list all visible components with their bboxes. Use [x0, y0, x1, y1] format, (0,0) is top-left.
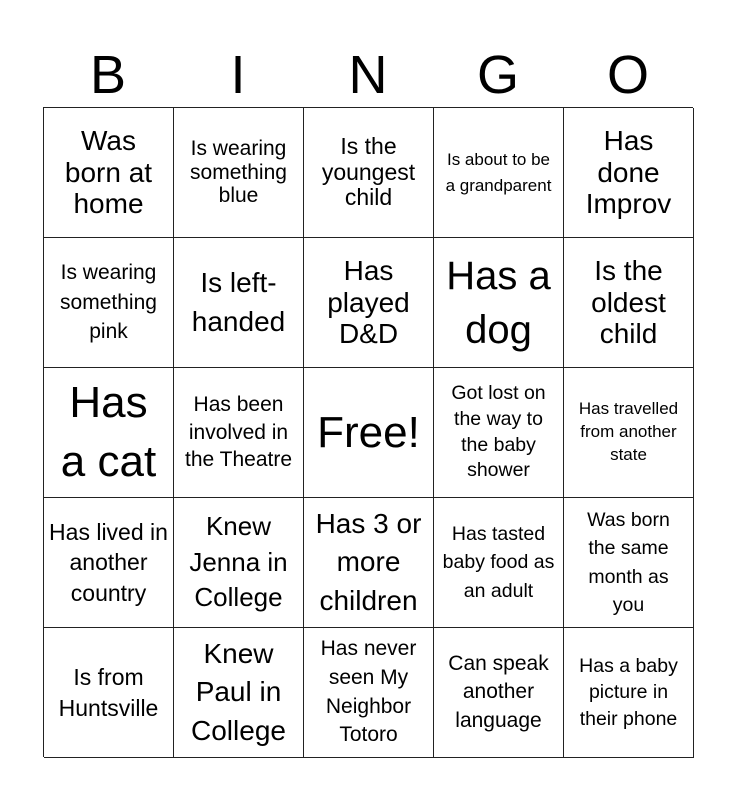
header-letter-o: O	[606, 45, 649, 105]
cell-text: Is the oldest child	[591, 255, 666, 350]
cell-text: Has played D&D	[327, 255, 410, 350]
bingo-cell-r4c5[interactable]	[564, 498, 694, 628]
cell-text: Free!	[317, 407, 420, 457]
cell-text: Is the youngest child	[321, 132, 416, 211]
bingo-cell-r3c5[interactable]	[564, 368, 694, 498]
bingo-cell-r1c1[interactable]	[44, 108, 174, 238]
cell-text: Got lost on the way to the baby shower	[451, 381, 546, 482]
bingo-cell-r4c1[interactable]	[44, 498, 174, 628]
cell-text: Can speak another language	[448, 651, 549, 732]
bingo-cell-r1c2[interactable]	[174, 108, 304, 238]
header-letter-g: G	[476, 45, 519, 105]
cell-text: Is left-handed	[191, 266, 286, 337]
cell-text: Has a baby picture in their phone	[579, 655, 678, 730]
cell-text: Is wearing something blue	[190, 137, 287, 208]
bingo-cell-r4c4[interactable]	[434, 498, 564, 628]
bingo-cell-r5c3[interactable]	[304, 628, 434, 758]
cell-text: Is wearing something pink	[60, 261, 157, 344]
bingo-cell-r1c3[interactable]	[304, 108, 434, 238]
bingo-header	[43, 44, 693, 106]
bingo-cell-r2c3[interactable]	[304, 238, 434, 368]
header-letter-i: I	[230, 45, 246, 105]
free-space-cell[interactable]	[304, 368, 434, 498]
bingo-cell-r2c4[interactable]	[434, 238, 564, 368]
bingo-cell-r4c2[interactable]	[174, 498, 304, 628]
cell-text: Has a dog	[446, 253, 551, 352]
header-letter-b: B	[89, 45, 127, 105]
bingo-cell-r2c1[interactable]	[44, 238, 174, 368]
bingo-cell-r5c2[interactable]	[174, 628, 304, 758]
cell-text: Has been involved in the Theatre	[184, 392, 293, 472]
cell-text: Has never seen My Neighbor Totoro	[320, 637, 417, 747]
bingo-cell-r1c4[interactable]	[434, 108, 564, 238]
bingo-cell-r2c5[interactable]	[564, 238, 694, 368]
bingo-cell-r4c3[interactable]	[304, 498, 434, 628]
bingo-cell-r3c4[interactable]	[434, 368, 564, 498]
cell-text: Was born the same month as you	[587, 508, 670, 616]
cell-text: Knew Jenna in College	[189, 510, 288, 613]
header-letter-n: N	[348, 45, 388, 105]
cell-text: Has a cat	[60, 377, 157, 486]
cell-text: Has travelled from another state	[578, 399, 679, 464]
bingo-cell-r5c5[interactable]	[564, 628, 694, 758]
bingo-cell-r3c1[interactable]	[44, 368, 174, 498]
bingo-cell-r2c2[interactable]	[174, 238, 304, 368]
cell-text: Is about to be a grandparent	[445, 150, 552, 195]
cell-text: Has 3 or more children	[315, 507, 422, 616]
bingo-grid	[43, 107, 693, 757]
cell-text: Was born at home	[64, 125, 153, 220]
bingo-cell-r5c4[interactable]	[434, 628, 564, 758]
cell-text: Is from Huntsville	[58, 664, 159, 721]
cell-text: Knew Paul in College	[191, 637, 286, 746]
bingo-cell-r1c5[interactable]	[564, 108, 694, 238]
cell-text: Has tasted baby food as an adult	[442, 523, 555, 602]
bingo-cell-r3c2[interactable]	[174, 368, 304, 498]
cell-text: Has done Improv	[585, 125, 672, 220]
cell-text: Has lived in another country	[49, 518, 168, 606]
bingo-cell-r5c1[interactable]	[44, 628, 174, 758]
